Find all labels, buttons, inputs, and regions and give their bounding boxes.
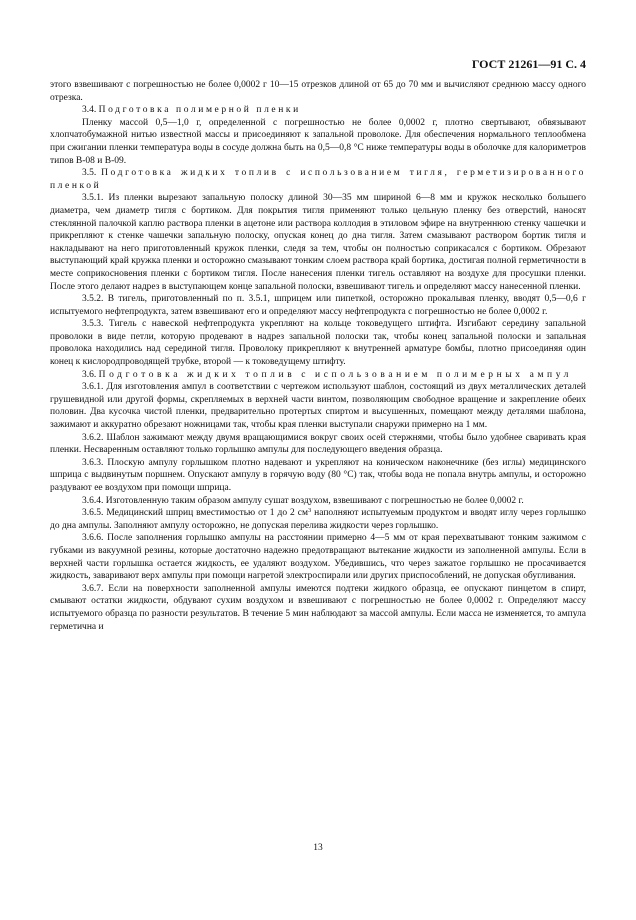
superscript: 3 — [307, 507, 312, 515]
paragraph-continuation: этого взвешивают с погрешностью не более 0,0002 г 10—15 отрезков длиной от 65 до 70 мм и вычисляют среднюю массу одного отрезка. — [50, 80, 586, 103]
section-heading-3-6 — [50, 369, 586, 382]
section-title: Подготовка жидких топлив с использованием тигля, герметизированного пленкой — [50, 168, 586, 191]
section-number: 3.6. — [82, 369, 97, 380]
paragraph: 3.5.2. В тигель, приготовленный по п. 3.5.1, шприцем или пипеткой, осторожно прокалывая пленку, вводят 0,5—0,6 г испытуемого нефтепродукта, затем взвешивают его и определяют массу нефтепродукта с погрешностью не более 0,0002 г. — [50, 294, 586, 317]
paragraph: 3.6.2. Шаблон зажимают между двумя вращающимися вокруг своих осей стержнями, чтобы было удобнее сваривать края пленки. Несваренным оставляют только горлышко ампулы для последующего введения образца. — [50, 432, 586, 456]
page-header: ГОСТ 21261—91 С. 4 — [471, 57, 586, 71]
paragraph — [50, 507, 586, 532]
paragraph: 3.5.1. Из пленки вырезают запальную полоску длиной 30—35 мм шириной 6—8 мм и кружок несколько большего диаметра, чем диаметр тигля с бортиком. Для покрытия тигля применяют только цельную пленку без отверстий, наносят стеклянной палочкой каплю раствора пленки в ацетоне или раствора коллодия в этиловом эфире на внутреннюю стенку чашечки и прикрепляют к стенке чашечки запальную полоску, опуская конец до дна тигля. Затем смазывают раствором бортик тигля и накладывают на него приготовленный кружок пленки, следя за тем, чтобы он полностью соприкасался с бортиком. Обрезают выступающий край кружка пленки и осторожно смазывают тонким слоем раствора край бортика, достигая полной герметичности в месте соприкосновения пленки с бортиком тигля. После нанесения пленки тигель оставляют на воздухе для просушки пленки. После этого делают надрез в выступающем конце запальной полоски, взвешивают тигель и определяют массу нанесенной пленки. — [50, 193, 586, 292]
document-body — [50, 79, 586, 633]
section-title: Подготовка полимерной пленки — [98, 105, 301, 116]
paragraph: Пленку массой 0,5—1,0 г, определенной с погрешностью не более 0,0002 г, плотно свертывают, обвязывают хлопчатобумажной нитью известной массы и присоединяют к запальной проволоке. Для обеспечения нормального теплообмена при сжигании пленки температура воды в сосуде должна быть на 0,5—0,8 °С ниже температуры воды в оболочке для калориметров типов В-08 и В-09. — [50, 117, 586, 166]
section-number: 3.5. — [82, 168, 97, 179]
paragraph: 3.6.4. Изготовленную таким образом ампулу сушат воздухом, взвешивают с погрешностью не более 0,0002 г. — [82, 495, 524, 506]
paragraph: 3.5.3. Тигель с навеской нефтепродукта укрепляют на кольце токоведущего штифта. Изгибают середину запальной проволоки в виде петли, которую продевают в надрез запальной полоски так, чтобы конец запальной полоски и запальная проволока находились над серединой тигля. Проволоку прикрепляют к внутренней арматуре бомбы, плотно присоединяя один конец к кислородпроводящей трубке, второй — к токоведущему штифту. — [50, 319, 586, 368]
text-run: наполняют испытуемым продуктом и вводят иглу через горлышко до дна ампулы. Заполняют ампулу осторожно, не допуская перелива жидкости через горлышко. — [50, 508, 587, 531]
paragraph: 3.6.3. Плоскую ампулу горлышком плотно надевают и укрепляют на коническом наконечнике (без иглы) медицинского шприца с выдвинутым поршнем. Опускают ампулу в горячую воду (80 °С) так, чтобы вода не попала внутрь ампулы, и осторожно раздувают ее воздухом при помощи шприца. — [50, 457, 586, 493]
text-run: 3.6.5. Медицинский шприц вместимостью от 1 до 2 см — [82, 508, 308, 519]
section-title: Подготовка жидких топлив с использованием полимерных ампул — [98, 369, 573, 380]
page-number: 13 — [313, 843, 323, 853]
paragraph: 3.6.1. Для изготовления ампул в соответствии с чертежом используют шаблон, состоящий из двух металлических деталей грушевидной или другой формы, скрепляемых в верхней части винтом, позволяющим свободное вращение и закрепление обеих половин. Два кусочка чистой пленки, предварительно протертых спиртом и высушенных, помещают между деталями шаблона, зажимают и аккуратно обрезают ножницами так, чтобы края пленки выступали снаружи примерно на 1 мм. — [50, 382, 586, 431]
paragraph: 3.6.7. Если на поверхности заполненной ампулы имеются подтеки жидкого образца, ее опускают пинцетом в спирт, смывают остатки жидкости, обдувают сухим воздухом и взвешивают с погрешностью не более 0,0002 г. Определяют массу испытуемого образца по разности результатов. В течение 5 мин наблюдают за массой ампулы. Если масса не изменяется, то ампула герметична и — [50, 583, 586, 632]
paragraph: 3.6.6. После заполнения горлышко ампулы на расстоянии примерно 4—5 мм от края перехватывают тонким зажимом с губками из вакуумной резины, которые достаточно надежно предотвращают вытекание жидкости из заполненной ампулы. Если в верхней части горлышка остается жидкость, ее удаляют воздухом. Убедившись, что через зажатое горлышко не просачивается жидкость, заваривают верх ампулы при помощи нагретой электроспирали или других приспособлений, не допуская обугливания. — [50, 533, 586, 582]
section-number: 3.4. — [82, 105, 97, 116]
section-heading-3-5 — [50, 167, 586, 192]
section-heading-3-4 — [50, 104, 586, 117]
